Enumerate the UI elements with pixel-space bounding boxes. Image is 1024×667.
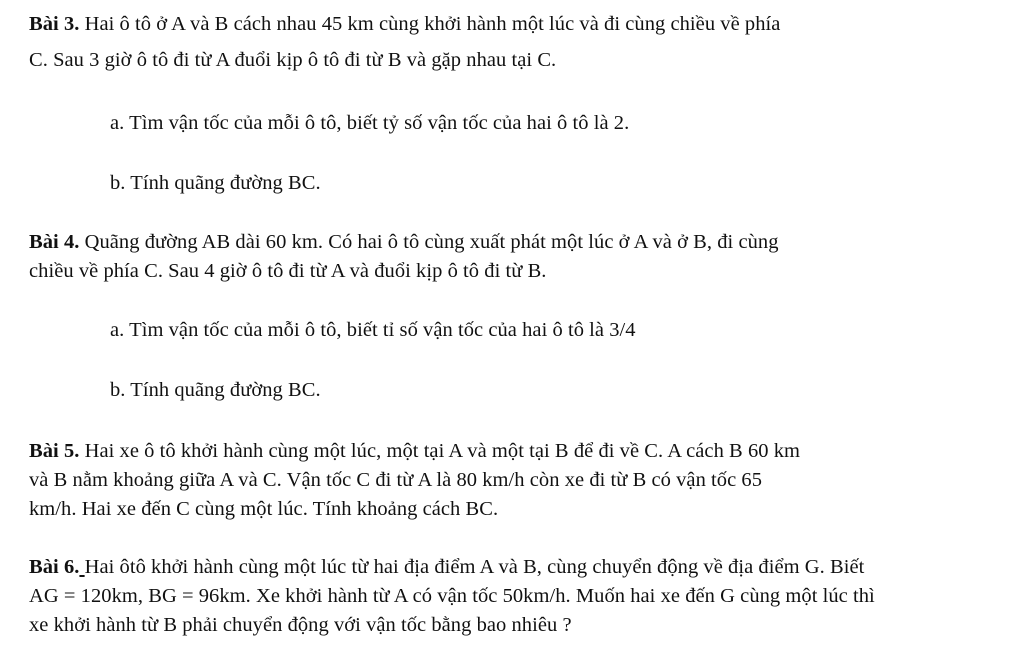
- problem-3-line-1: [29, 12, 780, 36]
- problem-3-part-b: b. Tính quãng đường BC.: [110, 172, 321, 194]
- problem-3-text-1: Hai ô tô ở A và B cách nhau 45 km cùng khởi hành một lúc và đi cùng chiều về phía: [84, 13, 781, 35]
- problem-5-label: Bài 5.: [29, 440, 80, 462]
- problem-4-part-b: b. Tính quãng đường BC.: [110, 379, 321, 401]
- problem-4-label: Bài 4.: [29, 231, 80, 253]
- problem-3-part-a: a. Tìm vận tốc của mỗi ô tô, biết tỷ số vận tốc của hai ô tô là 2.: [110, 112, 630, 134]
- problem-6-label: Bài 6.: [29, 556, 80, 578]
- problem-5-line-3: km/h. Hai xe đến C cùng một lúc. Tính khoảng cách BC.: [29, 498, 499, 520]
- problem-6-line-3: xe khởi hành từ B phải chuyển động với vận tốc bằng bao nhiêu ?: [29, 614, 572, 636]
- problem-6-line-1: [29, 555, 864, 579]
- problem-6-text-1: Hai ôtô khởi hành cùng một lúc từ hai địa điểm A và B, cùng chuyển động về địa điểm G. Biết: [84, 556, 865, 578]
- problem-4-part-a: a. Tìm vận tốc của mỗi ô tô, biết tỉ số vận tốc của hai ô tô là 3/4: [110, 319, 636, 341]
- problem-5-text-1: Hai xe ô tô khởi hành cùng một lúc, một tại A và một tại B để đi về C. A cách B 60 km: [84, 440, 801, 462]
- problem-5-line-1: [29, 439, 800, 463]
- problem-3-line-2: C. Sau 3 giờ ô tô đi từ A đuổi kịp ô tô đi từ B và gặp nhau tại C.: [29, 49, 557, 71]
- problem-4-line-2: chiều về phía C. Sau 4 giờ ô tô đi từ A và đuổi kịp ô tô đi từ B.: [29, 260, 547, 282]
- problem-4-text-1: Quãng đường AB dài 60 km. Có hai ô tô cùng xuất phát một lúc ở A và ở B, đi cùng: [84, 231, 779, 253]
- problem-5-line-2: và B nằm khoảng giữa A và C. Vận tốc C đi từ A là 80 km/h còn xe đi từ B có vận tốc 65: [29, 469, 763, 491]
- problem-4-line-1: [29, 230, 779, 254]
- problem-6-line-2: AG = 120km, BG = 96km. Xe khởi hành từ A có vận tốc 50km/h. Muốn hai xe đến G cùng một lúc thì: [29, 585, 875, 607]
- problem-3-label: Bài 3.: [29, 13, 80, 35]
